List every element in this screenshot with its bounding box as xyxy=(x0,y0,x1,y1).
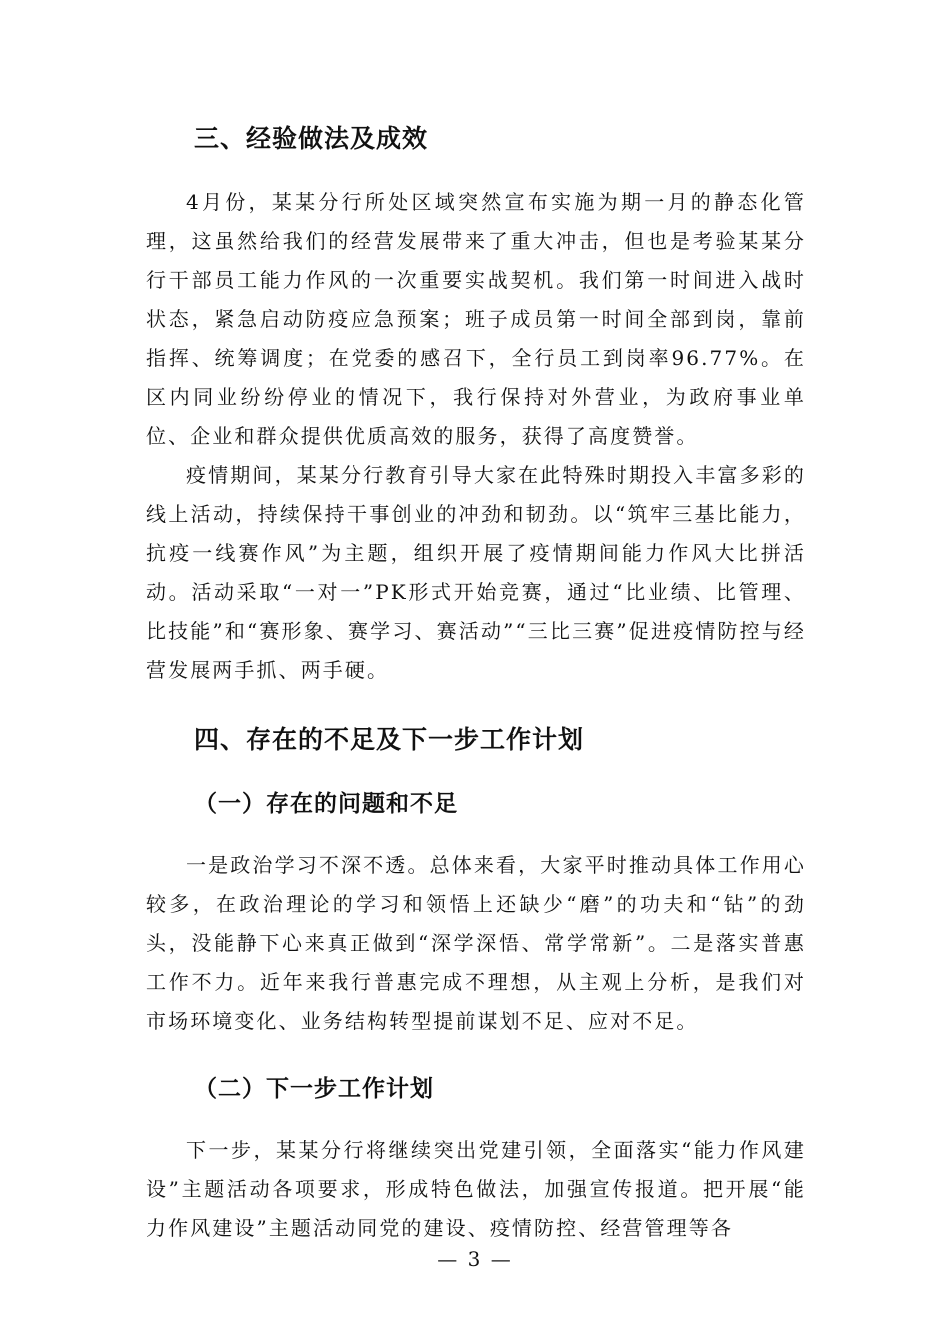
paragraph-next-plan: 下一步，某某分行将继续突出党建引领，全面落实“能力作风建设”主题活动各项要求，形成特色做法，加强宣传报道。把开展“能力作风建设”主题活动同党的建设、疫情防控、经营管理等各 xyxy=(146,1138,806,1240)
document-body xyxy=(146,117,806,1248)
subsection-heading-problems: （一）存在的问题和不足 xyxy=(194,791,458,817)
paragraph-experience-1: 4月份，某某分行所处区域突然宣布实施为期一月的静态化管理，这虽然给我们的经营发展带来了重大冲击，但也是考验某某分行干部员工能力作风的一次重要实战契机。我们第一时间进入战时状态，紧急启动防疫应急预案；班子成员第一时间全部到岗，靠前指挥、统筹调度；在党委的感召下，全行员工到岗率96.77%。在区内同业纷纷停业的情况下，我行保持对外营业，为政府事业单位、企业和群众提供优质高效的服务，获得了高度赞誉。 xyxy=(146,190,806,448)
page-number: — 3 — xyxy=(437,1247,513,1271)
paragraph-problems: 一是政治学习不深不透。总体来看，大家平时推动具体工作用心较多，在政治理论的学习和领悟上还缺少“磨”的功夫和“钻”的劲头，没能静下心来真正做到“深学深悟、常学常新”。二是落实普惠工作不力。近年来我行普惠完成不理想，从主观上分析，是我们对市场环境变化、业务结构转型提前谋划不足、应对不足。 xyxy=(146,853,806,1033)
paragraph-experience-2: 疫情期间，某某分行教育引导大家在此特殊时期投入丰富多彩的线上活动，持续保持干事创业的冲劲和韧劲。以“筑牢三基比能力，抗疫一线赛作风”为主题，组织开展了疫情期间能力作风大比拼活动。活动采取“一对一”PK形式开始竞赛，通过“比业绩、比管理、比技能”和“赛形象、赛学习、赛活动”“三比三赛”促进疫情防控与经营发展两手抓、两手硬。 xyxy=(146,463,806,682)
subsection-heading-next-plan: （二）下一步工作计划 xyxy=(194,1076,434,1102)
section-heading-experience: 三、经验做法及成效 xyxy=(194,124,429,153)
section-heading-shortcomings-plan: 四、存在的不足及下一步工作计划 xyxy=(194,725,585,754)
